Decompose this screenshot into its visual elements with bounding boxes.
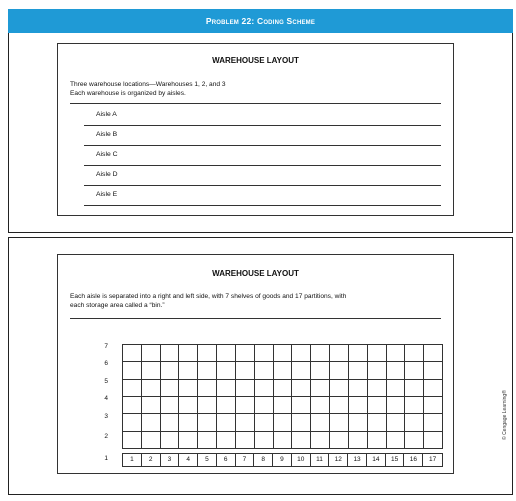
aisle-label: Aisle C [96,151,118,158]
bin-cell [405,345,424,362]
bin-cell [405,414,424,431]
bin-cell [424,380,443,397]
bin-cell [255,432,274,449]
bin-cell [236,380,255,397]
partition-label: 3 [161,454,180,466]
bin-cell [179,345,198,362]
partition-label: 7 [236,454,255,466]
bin-cell [330,362,349,379]
bin-cell [236,362,255,379]
copyright-credit: © Cengage Learning® [502,390,508,440]
bin-cell [292,362,311,379]
bin-cell [123,380,142,397]
bin-cell [330,380,349,397]
bin-cell [274,397,293,414]
aisle-row [84,146,441,166]
bin-cell [311,345,330,362]
bin-cell [405,362,424,379]
bin-cell [236,345,255,362]
bin-cell [142,380,161,397]
bin-cell [292,432,311,449]
description-line: Three warehouse locations—Warehouses 1, 2, and 3 [70,81,226,88]
bin-cell [349,397,368,414]
bin-cell [198,397,217,414]
bin-cell [255,397,274,414]
bin-cell [123,432,142,449]
partition-label: 4 [179,454,198,466]
bin-cell [311,397,330,414]
bin-cell [292,345,311,362]
bin-cell [387,362,406,379]
bin-cell [311,380,330,397]
bin-cell [292,397,311,414]
bin-cell [387,397,406,414]
divider [70,318,441,319]
bin-cell [255,345,274,362]
bin-cell [142,345,161,362]
bin-cell [198,432,217,449]
card-title: WAREHOUSE LAYOUT [212,269,299,278]
partition-label: 12 [329,454,348,466]
bin-cell [198,345,217,362]
bin-cell [387,432,406,449]
partition-label: 2 [142,454,161,466]
bin-cell [424,397,443,414]
description-line: Each warehouse is organized by aisles. [70,89,186,97]
bin-cell [217,345,236,362]
bin-cell [217,432,236,449]
bin-cell [405,432,424,449]
bin-cell [255,380,274,397]
header-bar [8,9,513,33]
bin-cell [387,345,406,362]
bin-cell [161,380,180,397]
bin-cell [179,380,198,397]
aisle-label: Aisle B [96,131,118,138]
bin-cell [142,414,161,431]
bin-cell [349,362,368,379]
aisle-row [84,186,441,206]
bin-cell [424,432,443,449]
shelf-label: 5 [104,378,108,385]
partition-label: 11 [311,454,330,466]
bin-cell [424,414,443,431]
bin-cell [179,414,198,431]
bin-cell [311,432,330,449]
bin-cell [217,380,236,397]
bin-cell [179,397,198,414]
partition-label: 16 [404,454,423,466]
shelf-label: 6 [104,360,108,367]
bin-cell [161,345,180,362]
bin-cell [142,362,161,379]
bin-cell [349,414,368,431]
bin-cell [387,414,406,431]
bin-cell [161,362,180,379]
bottom-panel [8,237,513,495]
bin-cell [349,432,368,449]
shelf-label: 7 [104,343,108,350]
partition-label: 1 [123,454,142,466]
bin-cell [330,397,349,414]
bin-cell [387,380,406,397]
bin-cell [198,414,217,431]
bin-cell [274,362,293,379]
bin-cell [274,345,293,362]
bin-cell [311,362,330,379]
partition-row [122,453,443,467]
bin-cell [161,414,180,431]
bin-cell [368,345,387,362]
bin-cell [349,380,368,397]
bin-cell [123,397,142,414]
partition-label: 15 [386,454,405,466]
bin-cell [405,397,424,414]
bin-cell [255,362,274,379]
bin-cell [217,362,236,379]
card-description [70,81,441,98]
aisle-label: Aisle A [96,111,117,118]
bin-cell [330,414,349,431]
bin-cell [179,362,198,379]
aisle-row [84,126,441,146]
bin-cell [368,362,387,379]
bin-cell [292,414,311,431]
warehouse-layout-card-aisles [57,43,454,216]
partition-label: 6 [217,454,236,466]
bin-grid [122,344,443,466]
bin-cell [368,397,387,414]
bin-cell [424,345,443,362]
partition-label: 9 [273,454,292,466]
bin-cell [405,380,424,397]
bin-cell [274,414,293,431]
divider [70,103,441,104]
bin-cell [274,380,293,397]
partition-label: 17 [428,456,437,463]
bin-grid-cells [122,344,443,449]
bin-cell [198,362,217,379]
shelf-label: 3 [104,413,108,420]
bin-cell [161,397,180,414]
bin-cell [368,432,387,449]
aisle-row [84,166,441,186]
top-panel [8,33,513,233]
bin-cell [330,345,349,362]
bin-cell [123,414,142,431]
bin-cell [236,414,255,431]
partition-label: 14 [367,454,386,466]
bin-cell [217,397,236,414]
bin-cell [217,414,236,431]
bin-cell [179,432,198,449]
bin-cell [311,414,330,431]
bin-cell [368,380,387,397]
bin-cell [236,432,255,449]
warehouse-layout-card-bins [57,254,454,474]
bin-cell [255,414,274,431]
header-title: Problem 22: Coding Scheme [205,16,316,26]
bin-cell [349,345,368,362]
aisle-label: Aisle D [96,171,118,178]
shelf-label: 2 [104,433,108,440]
shelf-label: 1 [104,455,108,462]
card-title: WAREHOUSE LAYOUT [212,56,299,65]
bin-cell [330,432,349,449]
partition-label: 10 [292,454,311,466]
description-line: Each aisle is separated into a right and left side, with 7 shelves of goods and 17 partitions, with [70,293,347,300]
card-description [70,293,441,310]
description-line: each storage area called a “bin.” [70,301,165,309]
partition-label: 5 [198,454,217,466]
partition-label: 8 [254,454,273,466]
bin-cell [161,432,180,449]
bin-cell [142,397,161,414]
shelf-labels [88,344,108,466]
bin-cell [142,432,161,449]
bin-cell [123,362,142,379]
bin-cell [123,345,142,362]
bin-cell [424,362,443,379]
bin-cell [292,380,311,397]
bin-cell [368,414,387,431]
bin-cell [198,380,217,397]
bin-cell [274,432,293,449]
partition-label: 13 [348,454,367,466]
aisle-row [84,106,441,126]
shelf-label: 4 [104,395,108,402]
aisle-label: Aisle E [96,191,118,198]
bin-cell [236,397,255,414]
